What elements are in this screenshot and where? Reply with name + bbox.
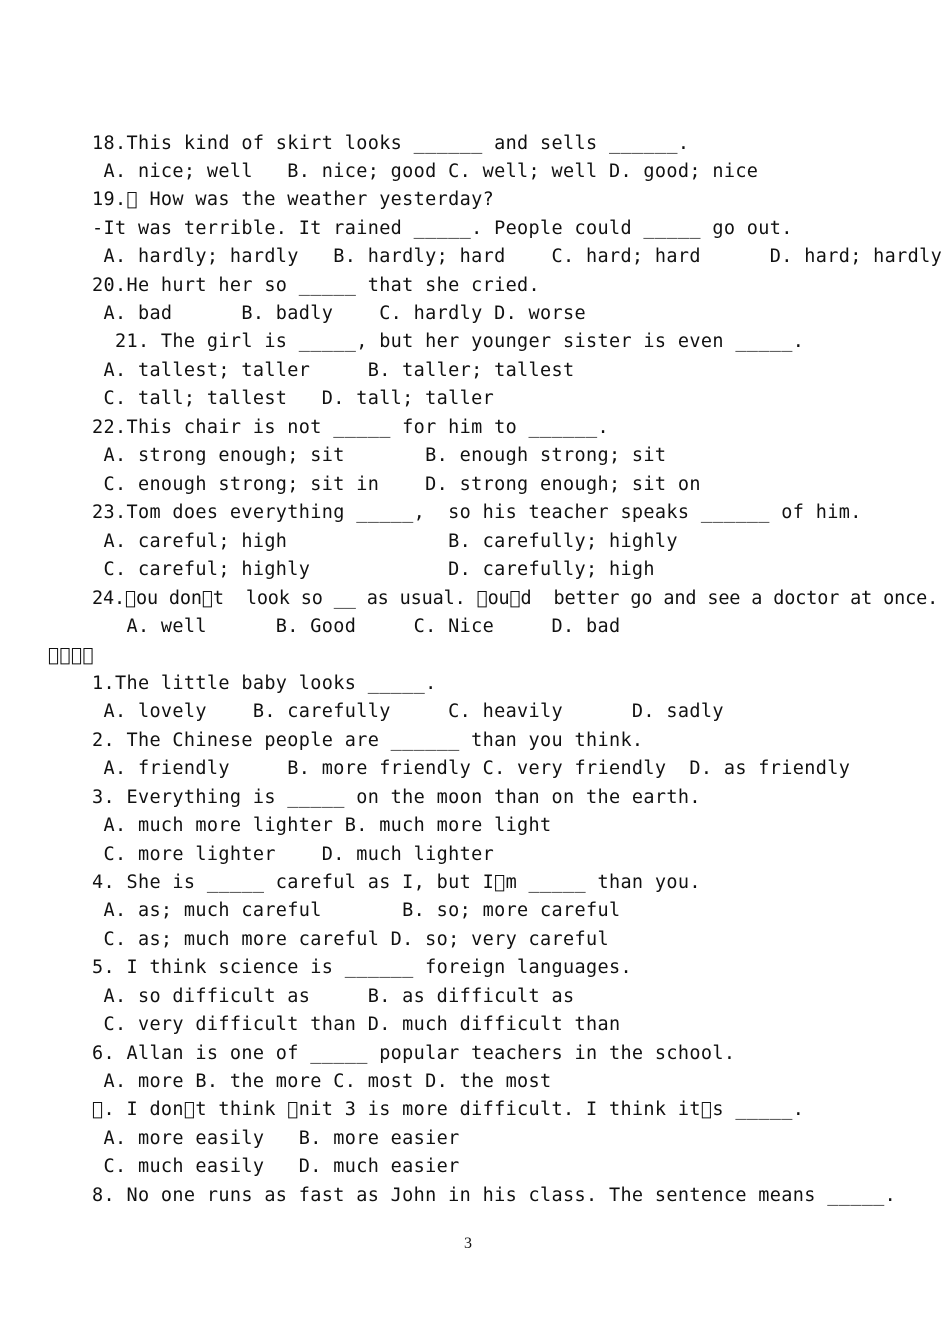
question-22-options-ab: A. strong enough; sit B. enough strong; sit bbox=[92, 445, 667, 466]
question-24-stem: 24. ou don t look so __ as usual.  ou d better go and see a doctor at once. bbox=[92, 588, 939, 609]
question-4-options-cd: C. as; much more careful D. so; very careful bbox=[92, 929, 609, 950]
question-7-options-ab: A. more easily B. more easier bbox=[92, 1128, 460, 1149]
question-21-options-cd: C. tall; tallest D. tall; taller bbox=[92, 388, 495, 409]
question-8-stem: 8. No one runs as fast as John in his class. The sentence means _____. bbox=[92, 1185, 897, 1206]
question-7-stem:  . I don t think  nit 3 is more difficult. I think it s _____. bbox=[92, 1099, 805, 1120]
question-21-options-ab: A. tallest; taller B. taller; tallest bbox=[92, 360, 575, 381]
question-21-stem: 21. The girl is _____, but her younger sister is even _____. bbox=[92, 331, 805, 352]
question-1-options: A. lovely B. carefully C. heavily D. sadly bbox=[92, 701, 724, 722]
question-4-stem: 4. She is _____ careful as I, but I m _____ than you. bbox=[92, 872, 701, 893]
question-5-stem: 5. I think science is ______ foreign languages. bbox=[92, 957, 632, 978]
question-6-stem: 6. Allan is one of _____ popular teachers in the school. bbox=[92, 1043, 736, 1064]
question-19-stem: 19.  How was the weather yesterday? bbox=[92, 189, 495, 210]
question-7-options-cd: C. much easily D. much easier bbox=[92, 1156, 460, 1177]
question-18-options: A. nice; well B. nice; good C. well; well D. good; nice bbox=[92, 161, 759, 182]
section-heading:      bbox=[48, 645, 94, 666]
question-19-options: A. hardly; hardly B. hardly; hard C. hard; hard D. hard; hardly bbox=[92, 246, 943, 267]
question-22-stem: 22.This chair is not _____ for him to ______. bbox=[92, 417, 609, 438]
question-3-options-ab: A. much more lighter B. much more light bbox=[92, 815, 552, 836]
question-3-stem: 3. Everything is _____ on the moon than on the earth. bbox=[92, 787, 701, 808]
question-6-options: A. more B. the more C. most D. the most bbox=[92, 1071, 552, 1092]
question-23-stem: 23.Tom does everything _____, so his teacher speaks ______ of him. bbox=[92, 502, 862, 523]
question-3-options-cd: C. more lighter D. much lighter bbox=[92, 844, 495, 865]
question-2-options: A. friendly B. more friendly C. very friendly D. as friendly bbox=[92, 758, 851, 779]
question-23-options-cd: C. careful; highly D. carefully; high bbox=[92, 559, 655, 580]
question-19-dialogue: -It was terrible. It rained _____. People could _____ go out. bbox=[92, 218, 793, 239]
question-22-options-cd: C. enough strong; sit in D. strong enough; sit on bbox=[92, 474, 701, 495]
question-20-options: A. bad B. badly C. hardly D. worse bbox=[92, 303, 586, 324]
question-18-stem: 18.This kind of skirt looks ______ and sells ______. bbox=[92, 133, 690, 154]
question-20-stem: 20.He hurt her so _____ that she cried. bbox=[92, 275, 541, 296]
question-5-options-ab: A. so difficult as B. as difficult as bbox=[92, 986, 575, 1007]
question-2-stem: 2. The Chinese people are ______ than you think. bbox=[92, 730, 644, 751]
question-1-stem: 1.The little baby looks _____. bbox=[92, 673, 437, 694]
question-5-options-cd: C. very difficult than D. much difficult than bbox=[92, 1014, 621, 1035]
question-4-options-ab: A. as; much careful B. so; more careful bbox=[92, 900, 621, 921]
page-number: 3 bbox=[464, 1235, 472, 1252]
question-24-options: A. well B. Good C. Nice D. bad bbox=[92, 616, 621, 637]
question-23-options-ab: A. careful; high B. carefully; highly bbox=[92, 531, 678, 552]
